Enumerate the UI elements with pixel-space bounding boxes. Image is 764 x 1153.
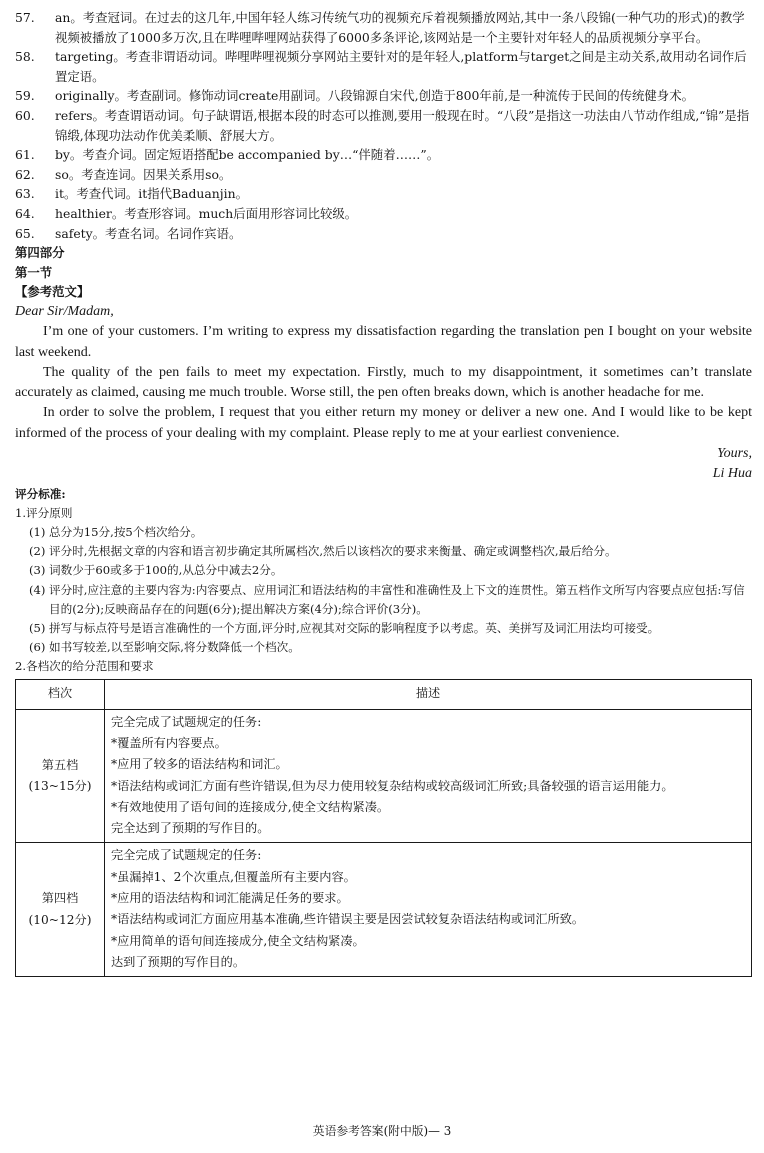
answer-item xyxy=(15,204,752,224)
description-line: *应用简单的语句间连接成分,使全文结构紧凑。 xyxy=(111,933,365,948)
answer-text: originally。考查副词。修饰动词create用副词。八段锦源自宋代,创造于800年前,是一种流传于民间的传统健身术。 xyxy=(55,88,694,104)
sample-essay-label: 【参考范文】 xyxy=(15,284,90,300)
answer-number: 60. xyxy=(15,107,35,123)
description-line: 完全完成了试题规定的任务: xyxy=(111,848,262,863)
description-line: *有效地使用了语句间的连接成分,使全文结构紧凑。 xyxy=(111,799,390,814)
answer-text: so。考查连词。因果关系用so。 xyxy=(55,166,232,182)
description-cell xyxy=(105,709,752,843)
table-row xyxy=(16,843,752,977)
principle-number: (6) xyxy=(29,640,46,655)
answer-text: it。考查代词。it指代Baduanjin。 xyxy=(55,186,248,202)
description-line: *语法结构或词汇方面应用基本准确,些许错误主要是因尝试较复杂语法结构或词汇所致。 xyxy=(111,912,585,927)
description-line: 完全完成了试题规定的任务: xyxy=(111,714,262,729)
answer-number: 65. xyxy=(15,225,35,241)
principle-item xyxy=(15,523,752,542)
principle-item xyxy=(15,581,752,619)
section-title: 第一节 xyxy=(15,264,53,280)
principle-item xyxy=(15,561,752,580)
principle-number: (5) xyxy=(29,621,46,635)
answer-text: healthier。考查形容词。much后面用形容词比较级。 xyxy=(55,205,358,221)
principles-title: 1.评分原则 xyxy=(15,505,73,520)
essay-paragraph: In order to solve the problem, I request that you either return my money or deliver a new one. And I would like to be kept informed of the process of your dealing with my complaint. Please reply to me at your earliest convenience. xyxy=(15,405,752,441)
principle-text: 评分时,先根据文章的内容和语言初步确定其所属档次,然后以该档次的要求来衡量、确定或调整档次,最后给分。 xyxy=(49,544,617,559)
description-cell xyxy=(105,843,752,977)
answer-item xyxy=(15,165,752,185)
answer-item xyxy=(15,86,752,106)
essay-paragraph: The quality of the pen fails to meet my expectation. Firstly, much to my disappointment, it sometimes can’t translate accurately as claimed, causing me much trouble. Worse still, the pen often breaks down, which is another headache for me. xyxy=(15,364,752,401)
level-name: 第五档 xyxy=(41,757,79,772)
description-line: *应用了较多的语法结构和词汇。 xyxy=(111,757,288,772)
principle-number: (3) xyxy=(29,563,46,578)
answer-item xyxy=(15,106,752,145)
principle-text: 总分为15分,按5个档次给分。 xyxy=(49,524,203,539)
table-header-level: 档次 xyxy=(16,679,105,709)
answer-item xyxy=(15,47,752,86)
level-range: (10~12分) xyxy=(28,912,92,927)
essay-closing: Yours, xyxy=(717,445,752,461)
answer-page xyxy=(15,8,752,977)
description-line: *语法结构或词汇方面有些许错误,但为尽力使用较复杂结构或较高级词汇所致;具备较强的语言运用能力。 xyxy=(111,778,674,793)
levels-title: 2.各档次的给分范围和要求 xyxy=(15,659,154,674)
answer-item xyxy=(15,184,752,204)
description-line: *虽漏掉1、2个次重点,但覆盖所有主要内容。 xyxy=(111,869,356,884)
level-cell xyxy=(16,843,105,977)
answer-item xyxy=(15,145,752,165)
table-row xyxy=(16,709,752,843)
principle-item xyxy=(15,638,752,657)
table-header-description: 描述 xyxy=(105,679,752,709)
description-line: *覆盖所有内容要点。 xyxy=(111,735,227,750)
principle-number: (4) xyxy=(29,582,46,597)
sample-essay xyxy=(15,302,752,485)
description-line: 达到了预期的写作目的。 xyxy=(111,954,246,969)
principle-number: (2) xyxy=(29,544,46,559)
part-title: 第四部分 xyxy=(15,245,65,261)
essay-paragraph: I’m one of your customers. I’m writing to express my dissatisfaction regarding the translation pen I bought on your website last weekend. xyxy=(15,324,752,360)
principle-text: 如书写较差,以至影响交际,将分数降低一个档次。 xyxy=(49,640,300,655)
criteria-title: 评分标准: xyxy=(15,486,66,501)
principle-item xyxy=(15,542,752,561)
answer-number: 59. xyxy=(15,88,35,104)
answer-number: 61. xyxy=(15,147,35,163)
essay-signature: Li Hua xyxy=(712,466,752,482)
principle-text: 词数少于60或多于100的,从总分中减去2分。 xyxy=(49,563,283,578)
answer-number: 62. xyxy=(15,166,35,182)
answer-number: 64. xyxy=(15,205,35,221)
description-line: *应用的语法结构和词汇能满足任务的要求。 xyxy=(111,890,349,905)
answer-number: 58. xyxy=(15,49,35,65)
answer-text: targeting。考查非谓语动词。哔哩哔哩视频分享网站主要针对的是年轻人,platform与target之间是主动关系,故用动名词作后置定语。 xyxy=(55,49,747,84)
principle-text: 拼写与标点符号是语言准确性的一个方面,评分时,应视其对交际的影响程度予以考虑。英、美拼写及词汇用法均可接受。 xyxy=(49,621,660,635)
answer-text: by。考查介词。固定短语搭配be accompanied by…“伴随着……”。 xyxy=(55,147,440,163)
page-footer: 英语参考答案(附中版)— 3 xyxy=(312,1124,452,1138)
level-name: 第四档 xyxy=(41,891,79,906)
level-range: (13~15分) xyxy=(28,779,92,793)
principle-text: 评分时,应注意的主要内容为:内容要点、应用词汇和语法结构的丰富性和准确性及上下文的连贯性。第五档作文所写内容要点应包括:写信目的(2分);反映商品存在的问题(6分);提出解决方案(4分);综合评价(3分)。 xyxy=(49,582,745,616)
answer-number: 57. xyxy=(15,10,35,25)
answer-text: an。考查冠词。在过去的这几年,中国年轻人练习传统气功的视频充斥着视频播放网站,其中一条八段锦(一种气功的形式)的教学视频被播放了1000多万次,且在哔哩哔哩网站获得了6000多条评论,该网站是一个主要针对年轻人的品质视频分享平台。 xyxy=(55,10,745,45)
answer-list xyxy=(15,8,752,243)
principle-item xyxy=(15,619,752,638)
answer-item xyxy=(15,224,752,244)
principles-list xyxy=(15,523,752,657)
answer-number: 63. xyxy=(15,186,35,202)
description-line: 完全达到了预期的写作目的。 xyxy=(111,821,270,836)
table-header-row xyxy=(16,679,752,709)
essay-salutation: Dear Sir/Madam, xyxy=(15,303,114,319)
answer-text: refers。考查谓语动词。句子缺谓语,根据本段的时态可以推测,要用一般现在时。“八段”是指这一功法由八节动作组成,“锦”是指锦缎,体现功法动作优美柔顺、舒展大方。 xyxy=(55,107,750,143)
grading-table xyxy=(15,679,752,978)
principle-number: (1) xyxy=(29,524,46,539)
answer-item xyxy=(15,8,752,47)
level-cell xyxy=(16,709,105,843)
answer-text: safety。考查名词。名词作宾语。 xyxy=(55,225,242,241)
